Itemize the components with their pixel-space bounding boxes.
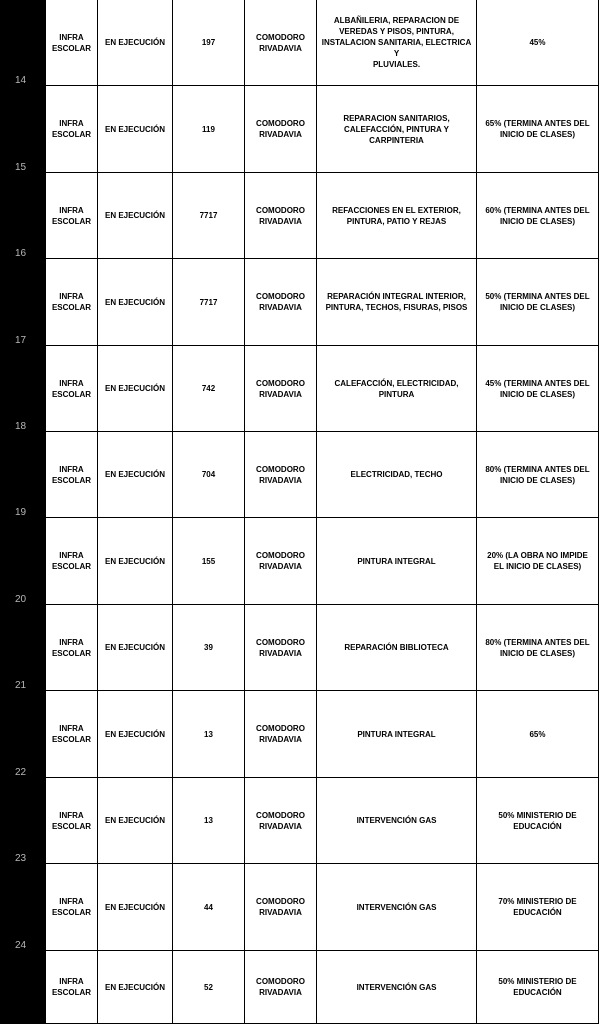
row-school-number-cell	[173, 432, 245, 518]
row-status-cell-text: EN EJECUCIÓN	[104, 556, 165, 566]
row-city-cell	[245, 259, 317, 346]
row-status-cell-text: EN EJECUCIÓN	[104, 384, 165, 393]
row-status-cell-text: EN EJECUCIÓN	[104, 982, 165, 992]
row-number-cell	[0, 86, 45, 173]
row-progress-cell-text: 50% MINISTERIO DE EDUCACIÓN	[498, 810, 577, 831]
row-type-cell-text: INFRA ESCOLAR	[51, 378, 92, 399]
row-status-cell-text: EN EJECUCIÓN	[104, 297, 165, 307]
table-row	[0, 86, 612, 173]
row-progress-cell	[477, 951, 599, 1024]
row-number-cell	[0, 778, 45, 864]
row-number-cell	[0, 951, 45, 1024]
row-status-cell	[98, 432, 173, 518]
row-work-description-cell-text: PINTURA INTEGRAL	[357, 729, 436, 739]
row-work-description-cell	[317, 259, 477, 346]
row-status-cell-text: EN EJECUCIÓN	[104, 816, 165, 825]
row-city-cell	[245, 86, 317, 173]
table-row	[0, 951, 612, 1024]
row-number: 24	[15, 940, 27, 951]
row-type-cell-text: INFRA ESCOLAR	[51, 637, 92, 658]
row-city-cell-text: COMODORO RIVADAVIA	[256, 205, 305, 226]
row-number: 22	[15, 767, 27, 778]
table-row	[0, 0, 612, 86]
row-type-cell-text: INFRA ESCOLAR	[51, 119, 92, 139]
table-row	[0, 259, 612, 346]
row-type-cell-text: INFRA ESCOLAR	[51, 551, 92, 571]
row-type-cell	[45, 86, 98, 173]
row-work-description-cell-text: REPARACIÓN INTEGRAL INTERIOR, PINTURA, TECHOS, FISURAS, PISOS	[325, 292, 468, 312]
row-city-cell-text: COMODORO RIVADAVIA	[256, 637, 305, 658]
row-city-cell-text: COMODORO RIVADAVIA	[256, 32, 305, 53]
row-city-cell	[245, 0, 317, 86]
row-status-cell-text: EN EJECUCIÓN	[104, 729, 165, 739]
row-city-cell	[245, 518, 317, 605]
row-work-description-cell-text: REPARACION SANITARIOS, CALEFACCIÓN, PINTURA Y CARPINTERIA	[343, 113, 450, 145]
row-progress-cell	[477, 173, 599, 259]
row-type-cell-text: INFRA ESCOLAR	[51, 32, 92, 53]
row-school-number-cell	[173, 605, 245, 691]
row-work-description-cell	[317, 346, 477, 432]
row-status-cell	[98, 778, 173, 864]
row-school-number-cell	[173, 951, 245, 1024]
row-type-cell	[45, 691, 98, 778]
table-row	[0, 432, 612, 518]
row-type-cell-text: INFRA ESCOLAR	[51, 810, 92, 831]
row-city-cell-text: COMODORO RIVADAVIA	[256, 119, 305, 139]
row-progress-cell-text: 80% (TERMINA ANTES DEL INICIO DE CLASES)	[485, 464, 590, 485]
table-row	[0, 346, 612, 432]
row-type-cell-text: INFRA ESCOLAR	[51, 464, 92, 485]
table-row	[0, 778, 612, 864]
row-work-description-cell-text: INTERVENCIÓN GAS	[356, 902, 437, 912]
row-type-cell	[45, 346, 98, 432]
row-work-description-cell-text: PINTURA INTEGRAL	[357, 556, 436, 566]
row-city-cell	[245, 173, 317, 259]
row-number: 23	[15, 853, 27, 864]
row-school-number-cell	[173, 259, 245, 346]
row-progress-cell	[477, 778, 599, 864]
row-number: 21	[15, 680, 27, 691]
row-status-cell-text: EN EJECUCIÓN	[104, 124, 165, 134]
row-city-cell-text: COMODORO RIVADAVIA	[256, 724, 305, 744]
row-city-cell-text: COMODORO RIVADAVIA	[256, 464, 305, 485]
row-work-description-cell	[317, 691, 477, 778]
row-school-number-cell-text: 13	[204, 729, 213, 739]
row-work-description-cell	[317, 951, 477, 1024]
row-progress-cell-text: 45%	[529, 38, 546, 47]
row-status-cell	[98, 605, 173, 691]
row-number-cell	[0, 518, 45, 605]
row-progress-cell	[477, 259, 599, 346]
row-number: 19	[15, 507, 27, 518]
row-progress-cell	[477, 86, 599, 173]
row-school-number-cell	[173, 0, 245, 86]
row-progress-cell-text: 65% (TERMINA ANTES DEL INICIO DE CLASES)	[485, 119, 590, 139]
row-work-description-cell	[317, 518, 477, 605]
row-type-cell	[45, 605, 98, 691]
row-school-number-cell	[173, 518, 245, 605]
row-city-cell	[245, 951, 317, 1024]
row-type-cell-text: INFRA ESCOLAR	[51, 205, 92, 226]
row-city-cell-text: COMODORO RIVADAVIA	[256, 378, 305, 399]
row-number: 20	[15, 594, 27, 605]
row-school-number-cell	[173, 691, 245, 778]
row-work-description-cell-text: CALEFACCIÓN, ELECTRICIDAD, PINTURA	[334, 378, 459, 399]
row-number: 17	[15, 335, 27, 346]
row-type-cell-text: INFRA ESCOLAR	[51, 897, 92, 917]
row-progress-cell-text: 20% (LA OBRA NO IMPIDE EL INICIO DE CLASES)	[487, 551, 588, 571]
row-school-number-cell-text: 52	[204, 982, 213, 992]
row-school-number-cell	[173, 778, 245, 864]
table-row	[0, 518, 612, 605]
row-progress-cell-text: 50% MINISTERIO DE EDUCACIÓN	[498, 977, 577, 997]
row-work-description-cell-text: REPARACIÓN BIBLIOTECA	[344, 643, 449, 652]
row-progress-cell	[477, 0, 599, 86]
table-row	[0, 864, 612, 951]
row-type-cell	[45, 432, 98, 518]
row-work-description-cell-text: INTERVENCIÓN GAS	[356, 982, 437, 992]
row-status-cell	[98, 518, 173, 605]
table-row	[0, 691, 612, 778]
row-work-description-cell	[317, 173, 477, 259]
row-progress-cell-text: 70% MINISTERIO DE EDUCACIÓN	[498, 897, 577, 917]
row-status-cell-text: EN EJECUCIÓN	[104, 211, 165, 220]
row-type-cell	[45, 173, 98, 259]
row-work-description-cell-text: INTERVENCIÓN GAS	[356, 816, 437, 825]
row-progress-cell	[477, 346, 599, 432]
row-progress-cell-text: 45% (TERMINA ANTES DEL INICIO DE CLASES)	[485, 378, 590, 399]
row-city-cell-text: COMODORO RIVADAVIA	[256, 897, 305, 917]
row-type-cell	[45, 0, 98, 86]
row-status-cell	[98, 173, 173, 259]
row-work-description-cell	[317, 0, 477, 86]
row-status-cell-text: EN EJECUCIÓN	[104, 902, 165, 912]
row-school-number-cell-text: 197	[201, 38, 216, 47]
row-progress-cell	[477, 605, 599, 691]
row-type-cell	[45, 951, 98, 1024]
row-school-number-cell	[173, 86, 245, 173]
row-work-description-cell	[317, 605, 477, 691]
row-type-cell	[45, 864, 98, 951]
row-status-cell-text: EN EJECUCIÓN	[104, 38, 165, 47]
row-status-cell	[98, 864, 173, 951]
row-progress-cell	[477, 864, 599, 951]
row-school-number-cell-text: 704	[201, 470, 216, 479]
row-city-cell-text: COMODORO RIVADAVIA	[256, 977, 305, 997]
row-city-cell	[245, 778, 317, 864]
row-work-description-cell	[317, 864, 477, 951]
row-school-number-cell-text: 39	[204, 643, 213, 652]
row-number-cell	[0, 259, 45, 346]
row-type-cell	[45, 518, 98, 605]
row-work-description-cell	[317, 432, 477, 518]
row-school-number-cell-text: 155	[201, 556, 216, 566]
row-school-number-cell-text: 13	[204, 816, 213, 825]
row-school-number-cell	[173, 346, 245, 432]
row-number: 15	[15, 162, 27, 173]
row-work-description-cell-text: ALBAÑILERIA, REPARACION DE VEREDAS Y PISOS, PINTURA, INSTALACION SANITARIA, ELECTRICA Y PLUVIALES.	[321, 16, 472, 69]
row-type-cell	[45, 778, 98, 864]
row-status-cell	[98, 259, 173, 346]
row-number-cell	[0, 864, 45, 951]
row-city-cell	[245, 346, 317, 432]
row-city-cell	[245, 864, 317, 951]
row-type-cell-text: INFRA ESCOLAR	[51, 292, 92, 312]
row-number-cell	[0, 691, 45, 778]
row-status-cell-text: EN EJECUCIÓN	[104, 643, 165, 652]
row-number-cell	[0, 0, 45, 86]
row-progress-cell	[477, 518, 599, 605]
table-row	[0, 173, 612, 259]
row-progress-cell	[477, 432, 599, 518]
row-status-cell-text: EN EJECUCIÓN	[104, 470, 165, 479]
row-number: 14	[15, 75, 27, 86]
row-status-cell	[98, 0, 173, 86]
row-number-cell	[0, 432, 45, 518]
row-status-cell	[98, 691, 173, 778]
row-number-cell	[0, 605, 45, 691]
row-city-cell-text: COMODORO RIVADAVIA	[256, 810, 305, 831]
row-status-cell	[98, 346, 173, 432]
row-type-cell	[45, 259, 98, 346]
row-progress-cell	[477, 691, 599, 778]
row-work-description-cell-text: REFACCIONES EN EL EXTERIOR, PINTURA, PATIO Y REJAS	[332, 205, 461, 226]
row-work-description-cell-text: ELECTRICIDAD, TECHO	[350, 470, 443, 479]
row-progress-cell-text: 60% (TERMINA ANTES DEL INICIO DE CLASES)	[485, 205, 590, 226]
row-status-cell	[98, 86, 173, 173]
row-city-cell-text: COMODORO RIVADAVIA	[256, 551, 305, 571]
row-number-cell	[0, 346, 45, 432]
row-status-cell	[98, 951, 173, 1024]
row-school-number-cell-text: 742	[201, 384, 216, 393]
row-school-number-cell-text: 119	[202, 124, 215, 134]
row-city-cell-text: COMODORO RIVADAVIA	[256, 292, 305, 312]
row-type-cell-text: INFRA ESCOLAR	[51, 977, 92, 997]
row-city-cell	[245, 432, 317, 518]
row-number: 18	[15, 421, 27, 432]
row-city-cell	[245, 691, 317, 778]
row-type-cell-text: INFRA ESCOLAR	[51, 724, 92, 744]
row-school-number-cell-text: 7717	[199, 297, 218, 307]
table-row	[0, 605, 612, 691]
row-school-number-cell	[173, 864, 245, 951]
row-city-cell	[245, 605, 317, 691]
row-number: 16	[15, 248, 27, 259]
row-work-description-cell	[317, 86, 477, 173]
row-school-number-cell	[173, 173, 245, 259]
row-number-cell	[0, 173, 45, 259]
row-progress-cell-text: 80% (TERMINA ANTES DEL INICIO DE CLASES)	[485, 637, 590, 658]
row-progress-cell-text: 50% (TERMINA ANTES DEL INICIO DE CLASES)	[485, 292, 590, 312]
row-progress-cell-text: 65%	[529, 729, 546, 739]
row-school-number-cell-text: 44	[204, 902, 213, 912]
row-work-description-cell	[317, 778, 477, 864]
row-school-number-cell-text: 7717	[199, 211, 218, 220]
